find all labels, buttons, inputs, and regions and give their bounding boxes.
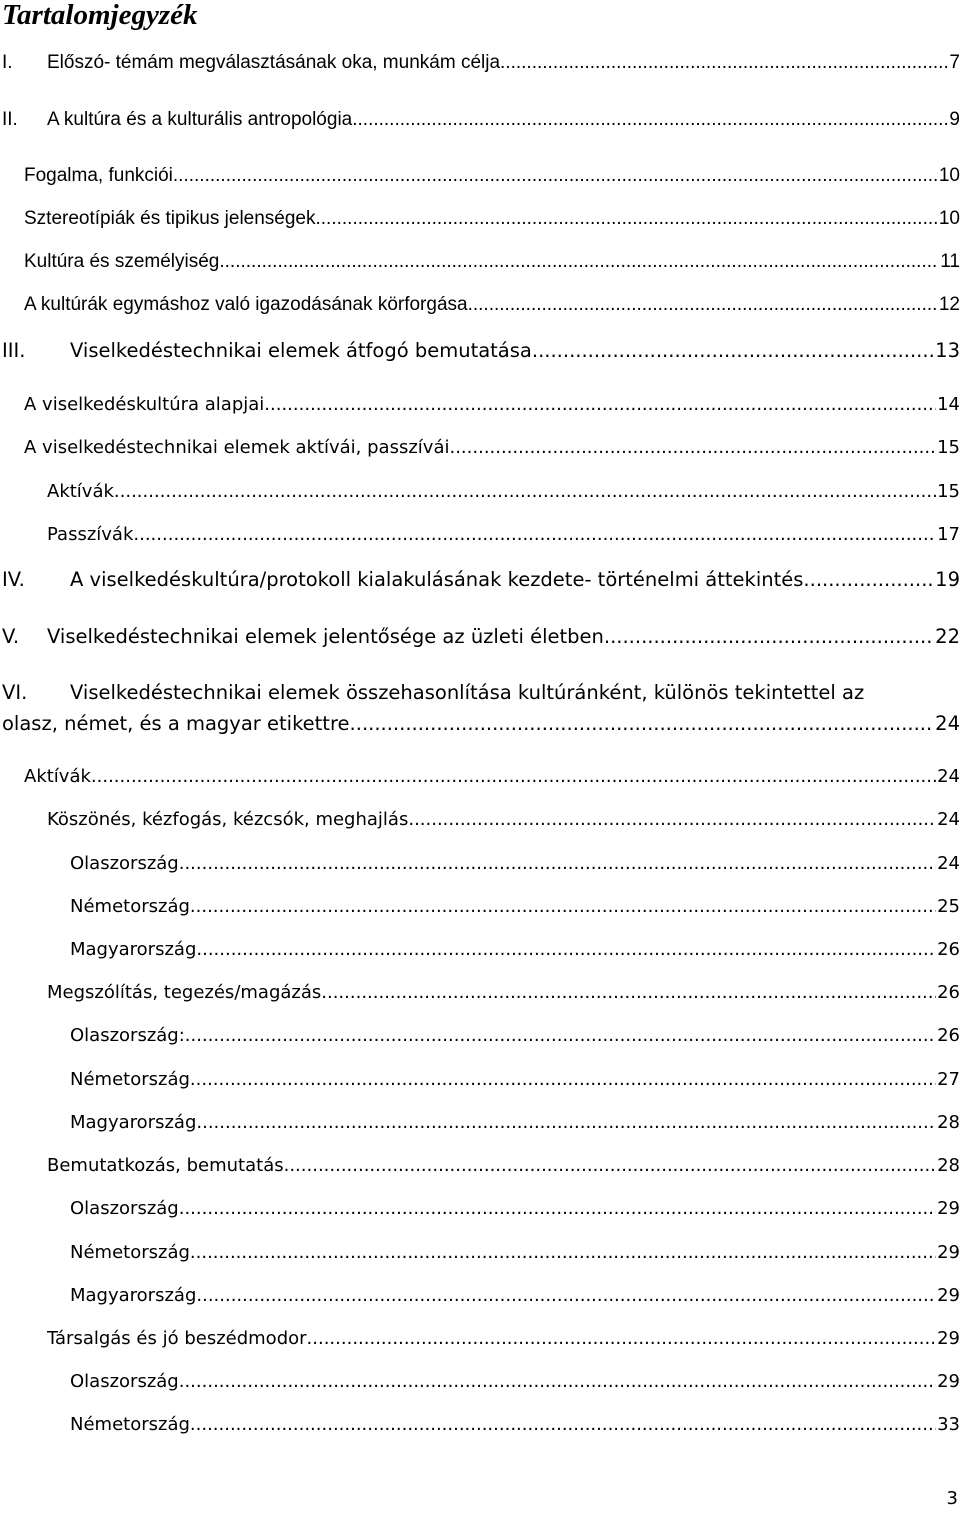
entry-page-number: 26 xyxy=(937,939,960,960)
toc-entry[interactable] xyxy=(24,294,960,324)
entry-label: Németország xyxy=(70,1069,190,1090)
toc-entry[interactable] xyxy=(2,109,960,139)
leader-dots xyxy=(190,1414,936,1435)
toc-entry[interactable] xyxy=(24,766,960,796)
leader-dots xyxy=(408,809,936,830)
leader-dots xyxy=(307,1328,937,1349)
entry-page-number: 26 xyxy=(937,982,960,1003)
toc-entry[interactable] xyxy=(70,939,960,969)
toc-entry[interactable] xyxy=(70,1112,960,1142)
entry-number: III. xyxy=(2,339,26,362)
toc-entry[interactable] xyxy=(24,208,960,238)
toc-entry[interactable] xyxy=(70,1371,960,1401)
entry-page-number: 25 xyxy=(937,896,960,917)
entry-label: A kultúra és a kulturális antropológia xyxy=(47,109,353,130)
toc-entry[interactable] xyxy=(70,853,960,883)
entry-page-number: 24 xyxy=(935,712,960,735)
leader-dots xyxy=(468,294,938,316)
leader-dots xyxy=(316,208,938,230)
entry-page-number: 24 xyxy=(937,766,960,787)
toc-entry[interactable] xyxy=(70,1242,960,1272)
entry-page-number: 10 xyxy=(938,165,960,186)
entry-label: Viselkedéstechnikai elemek átfogó bemutatása xyxy=(70,339,532,362)
leader-dots xyxy=(179,853,936,874)
entry-page-number: 10 xyxy=(938,208,960,229)
leader-dots xyxy=(190,1069,936,1090)
toc-entry[interactable] xyxy=(70,1025,960,1055)
toc-entry[interactable] xyxy=(2,568,960,598)
entry-label: Megszólítás, tegezés/magázás xyxy=(47,982,322,1003)
toc-entry[interactable] xyxy=(2,625,960,655)
entry-page-number: 29 xyxy=(937,1371,960,1392)
entry-label: Viselkedéstechnikai elemek jelentősége az üzleti életben xyxy=(47,625,604,648)
entry-label: Olaszország: xyxy=(70,1025,185,1046)
entry-label: Társalgás és jó beszédmodor xyxy=(47,1328,307,1349)
leader-dots xyxy=(91,766,936,787)
leader-dots xyxy=(179,1198,936,1219)
entry-page-number: 19 xyxy=(935,568,960,591)
toc-entry[interactable] xyxy=(47,1155,960,1185)
toc-entry[interactable] xyxy=(70,1285,960,1315)
toc-entry[interactable] xyxy=(2,681,960,735)
leader-dots xyxy=(449,437,936,458)
entry-page-number: 29 xyxy=(937,1285,960,1306)
entry-page-number: 12 xyxy=(938,294,960,315)
leader-dots xyxy=(264,394,936,415)
entry-page-number: 28 xyxy=(937,1155,960,1176)
toc-entry[interactable] xyxy=(47,524,960,554)
toc-entry[interactable] xyxy=(24,165,960,195)
entry-page-number: 22 xyxy=(935,625,960,648)
entry-page-number: 29 xyxy=(937,1198,960,1219)
entry-number: II. xyxy=(2,109,18,130)
entry-label: Olaszország xyxy=(70,853,179,874)
entry-label: Németország xyxy=(70,896,190,917)
entry-page-number: 27 xyxy=(937,1069,960,1090)
entry-label: Bemutatkozás, bemutatás xyxy=(47,1155,284,1176)
entry-page-number: 33 xyxy=(937,1414,960,1435)
page-number: 3 xyxy=(946,1488,958,1509)
entry-label: Olaszország xyxy=(70,1198,179,1219)
toc-entry[interactable] xyxy=(47,982,960,1012)
entry-page-number: 13 xyxy=(935,339,960,362)
entry-page-number: 9 xyxy=(949,109,960,130)
entry-label: Fogalma, funkciói xyxy=(24,165,173,186)
entry-label: Olaszország xyxy=(70,1371,179,1392)
toc-entry[interactable] xyxy=(70,1198,960,1228)
entry-page-number: 28 xyxy=(937,1112,960,1133)
entry-label: Viselkedéstechnikai elemek összehasonlítása kultúránként, különös tekintettel az xyxy=(70,681,865,704)
leader-dots xyxy=(185,1025,936,1046)
leader-dots xyxy=(196,1285,936,1306)
entry-page-number: 11 xyxy=(940,251,960,272)
entry-label: A kultúrák egymáshoz való igazodásának körforgása xyxy=(24,294,468,315)
entry-label: Németország xyxy=(70,1414,190,1435)
entry-number: I. xyxy=(2,52,13,73)
entry-label: Kultúra és személyiség xyxy=(24,251,220,272)
toc-entry[interactable] xyxy=(47,481,960,511)
leader-dots xyxy=(196,1112,936,1133)
toc-entry[interactable] xyxy=(24,394,960,424)
leader-dots xyxy=(196,939,936,960)
entry-second-line xyxy=(2,712,960,735)
entry-first-line xyxy=(2,681,960,704)
toc-entry[interactable] xyxy=(24,437,960,467)
leader-dots xyxy=(500,52,948,74)
toc-entry[interactable] xyxy=(2,339,960,369)
leader-dots xyxy=(190,896,936,917)
entry-number: V. xyxy=(2,625,20,648)
toc-entry[interactable] xyxy=(70,1414,960,1444)
entry-label: Köszönés, kézfogás, kézcsók, meghajlás xyxy=(47,809,409,830)
entry-page-number: 7 xyxy=(949,52,960,73)
leader-dots xyxy=(133,524,936,545)
leader-dots xyxy=(350,712,935,735)
toc-entry[interactable] xyxy=(70,1069,960,1099)
toc-entry[interactable] xyxy=(2,52,960,82)
entry-page-number: 15 xyxy=(937,481,960,502)
entry-label: Aktívák xyxy=(47,481,114,502)
entry-label-continued: olasz, német, és a magyar etikettre xyxy=(2,712,350,735)
entry-page-number: 14 xyxy=(937,394,960,415)
leader-dots xyxy=(352,109,948,131)
toc-entry[interactable] xyxy=(24,251,960,281)
entry-page-number: 24 xyxy=(937,809,960,830)
entry-label: Aktívák xyxy=(24,766,91,787)
entry-page-number: 17 xyxy=(937,524,960,545)
leader-dots xyxy=(284,1155,936,1176)
entry-label: Magyarország xyxy=(70,1285,197,1306)
leader-dots xyxy=(532,339,934,362)
entry-label: Magyarország xyxy=(70,939,197,960)
entry-page-number: 29 xyxy=(937,1328,960,1349)
leader-dots xyxy=(190,1242,936,1263)
entry-label: Sztereotípiák és tipikus jelenségek xyxy=(24,208,316,229)
entry-label: Németország xyxy=(70,1242,190,1263)
entry-page-number: 24 xyxy=(937,853,960,874)
entry-number: IV. xyxy=(2,568,25,591)
leader-dots xyxy=(604,625,934,648)
entry-label: Magyarország xyxy=(70,1112,197,1133)
entry-label: Előszó- témám megválasztásának oka, munkám célja xyxy=(47,52,501,73)
leader-dots xyxy=(114,481,936,502)
toc-entry[interactable] xyxy=(47,809,960,839)
entry-page-number: 29 xyxy=(937,1242,960,1263)
leader-dots xyxy=(179,1371,936,1392)
toc-entry[interactable] xyxy=(70,896,960,926)
entry-label: A viselkedéstechnikai elemek aktívái, passzívái xyxy=(24,437,450,458)
entry-page-number: 26 xyxy=(937,1025,960,1046)
leader-dots xyxy=(803,568,934,591)
leader-dots xyxy=(173,165,938,187)
leader-dots xyxy=(219,251,939,273)
entry-label: A viselkedéskultúra/protokoll kialakulásának kezdete- történelmi áttekintés xyxy=(70,568,804,591)
entry-label: A viselkedéskultúra alapjai xyxy=(24,394,265,415)
leader-dots xyxy=(321,982,936,1003)
toc-entry[interactable] xyxy=(47,1328,960,1358)
toc-title: Tartalomjegyzék xyxy=(2,0,198,31)
entry-label: Passzívák xyxy=(47,524,134,545)
entry-page-number: 15 xyxy=(937,437,960,458)
entry-number: VI. xyxy=(2,681,28,704)
